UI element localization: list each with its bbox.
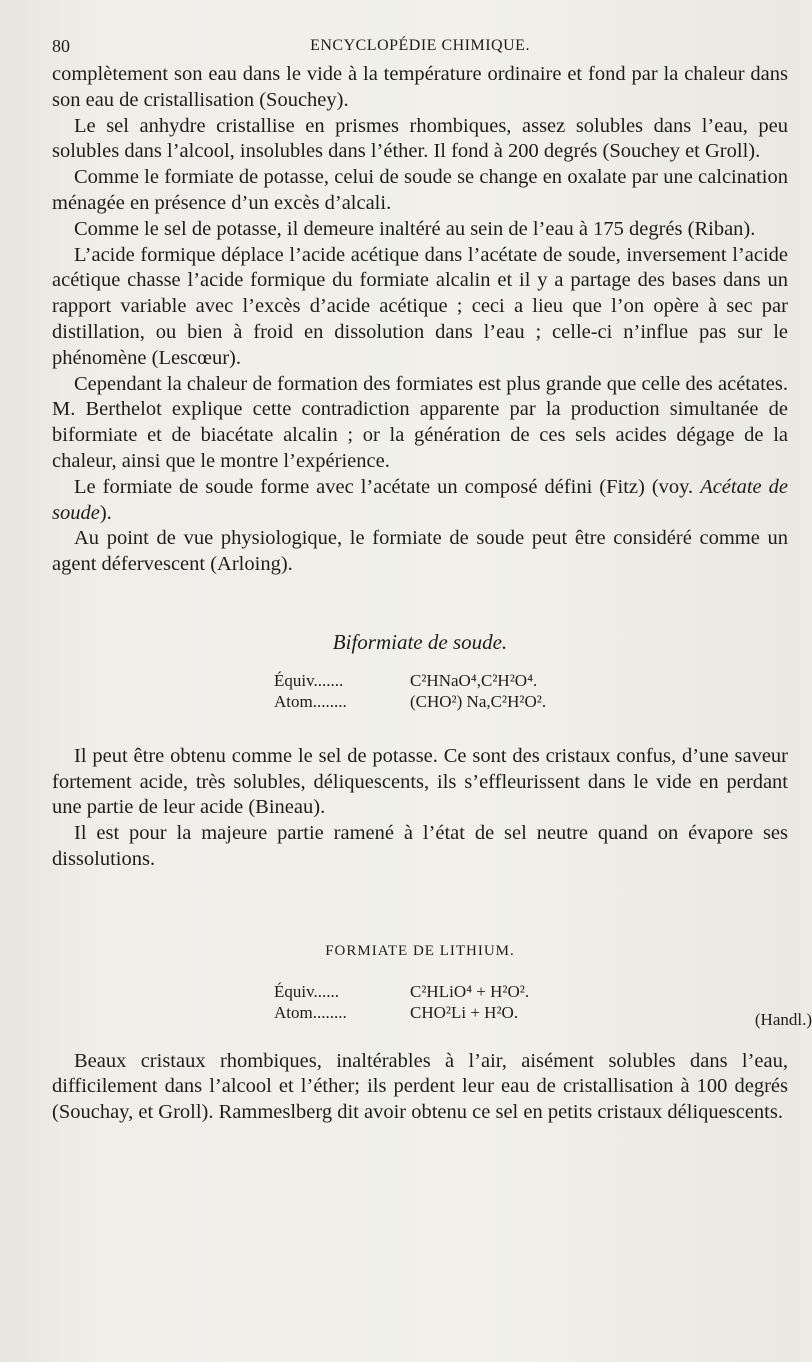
page-body [52,62,812,1126]
paragraph: L’acide formique déplace l’acide acétique dans l’acétate de soude, inversement l’acide acétique chasse l’acide formique du formiate alcalin et il y a partage des bases dans un rapport variable avec l’excès d’acide acétique ; ceci a lieu que l’on opère à sec par distillation, ou bien à froid en dissolution dans l’eau ; celle-ci n’influe pas sur le phénomène (Lescœur). [52,243,788,369]
paragraph: Il peut être obtenu comme le sel de potasse. Ce sont des cristaux confus, d’une saveur fortement acide, très solubles, déliquescents, ils s’effleurissent dans le vide en perdant une partie de leur acide (Bineau). [52,744,788,819]
page-number: 80 [52,36,70,56]
formula-value: C²HNaO⁴,C²H²O⁴. [410,670,538,690]
formula-row-atom [274,1002,788,1023]
paragraph-text: Le formiate de soude forme avec l’acétate un composé défini (Fitz) (voy. [74,475,701,498]
formula-row-equiv [274,670,788,691]
italic-reference: Acétate de soude [52,475,788,524]
formula-label: Atom........ [274,691,347,711]
formula-row-atom [274,691,788,712]
formula-block [274,981,812,1029]
formula-value: C²HLiO⁴ + H²O². [410,981,530,1001]
paragraph [52,475,788,527]
running-head: ENCYCLOPÉDIE CHIMIQUE. [310,37,530,54]
paragraph: Le sel anhydre cristallise en prismes rhombiques, assez solubles dans l’eau, peu solubles dans l’alcool, insolubles dans l’éther. Il fond à 200 degrés (Souchey et Groll). [52,114,788,163]
formula-row-equiv [274,981,788,1002]
formula-value: (CHO²) Na,C²H²O². [410,691,547,711]
paragraph: Beaux cristaux rhombiques, inaltérables à l’air, aisément solubles dans l’eau, difficilement dans l’alcool et l’éther; ils perdent leur eau de cristallisation à 100 degrés (Souchay, et Groll). Rammeslberg dit avoir obtenu ce sel en petits cristaux déliquescents. [52,1049,788,1124]
formula-label: Équiv....... [274,670,344,690]
formula-label: Atom........ [274,1002,347,1022]
formula-block [274,670,788,712]
paragraph: Cependant la chaleur de formation des formiates est plus grande que celle des acétates. M. Berthelot explique cette contradiction apparente par la production simultanée de biformiate et de biacétate alcalin ; or la génération de ces sels acides dégage de la chaleur, ainsi que le montre l’expérience. [52,372,788,472]
formula-value: CHO²Li + H²O. [410,1002,519,1022]
page-header [52,36,788,58]
paragraph-text: ). [99,501,112,524]
paragraph: Il est pour la majeure partie ramené à l’état de sel neutre quand on évapore ses dissolutions. [52,822,788,870]
formula-label: Équiv...... [274,981,340,1001]
section-heading-lithium: FORMIATE DE LITHIUM. [325,942,515,959]
paragraph: Au point de vue physiologique, le formiate de soude peut être considéré comme un agent défervescent (Arloing). [52,527,788,576]
paragraph: Comme le formiate de potasse, celui de soude se change en oxalate par une calcination ménagée en présence d’un excès d’alcali. [52,166,788,214]
section-heading-biformiate: Biformiate de soude. [332,629,508,654]
paragraph: Comme le sel de potasse, il demeure inaltéré au sein de l’eau à 175 degrés (Riban). [74,217,756,240]
paragraph: complètement son eau dans le vide à la température ordinaire et fond par la chaleur dans son eau de cristallisation (Souchey). [52,63,788,111]
reference-citation: (Handl.) [754,1009,812,1029]
